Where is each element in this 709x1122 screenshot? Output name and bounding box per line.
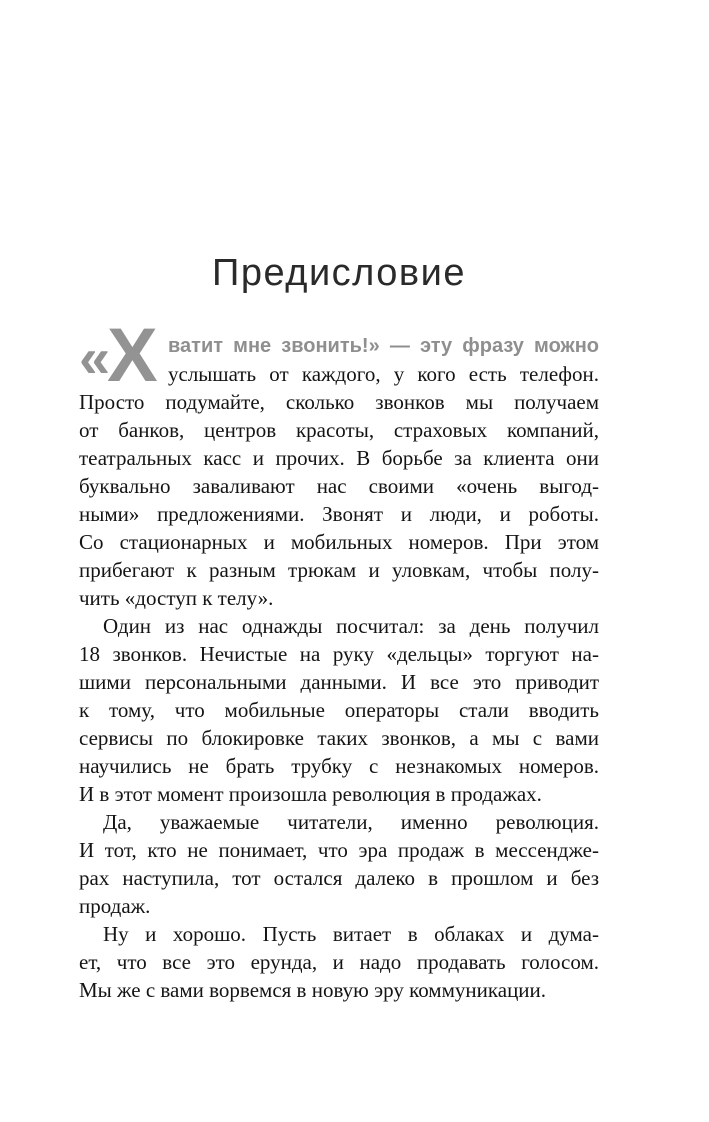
body-line: ет, что все это ерунда, и надо продавать голосом.	[79, 950, 599, 974]
body-line: Один из нас однажды посчитал: за день получил	[103, 614, 599, 638]
body-line: рах наступила, тот остался далеко в прошлом и без	[79, 866, 599, 890]
body-line: Ну и хорошо. Пусть витает в облаках и дума-	[103, 922, 599, 946]
paragraph-3	[79, 808, 599, 920]
body-line: услышать от каждого, у кого есть телефон.	[168, 362, 599, 386]
body-line: научились не брать трубку с незнакомых номеров.	[79, 754, 599, 778]
body-line: сервисы по блокировке таких звонков, а мы с вами	[79, 726, 599, 750]
body-line: Мы же с вами ворвемся в новую эру коммуникации.	[79, 978, 547, 1002]
paragraph-4	[79, 920, 599, 1004]
body-line: 18 звонков. Нечистые на руку «дельцы» торгуют на-	[79, 642, 599, 666]
chapter-title: Предисловие	[212, 252, 466, 294]
body-line: шими персональными данными. И все это приводит	[79, 670, 599, 694]
paragraph-2	[79, 612, 599, 808]
body-line: продаж.	[79, 894, 151, 918]
body-line: Со стационарных и мобильных номеров. При этом	[79, 530, 599, 554]
dropcap	[79, 313, 168, 398]
body-line: ными» предложениями. Звонят и люди, и роботы.	[79, 502, 599, 526]
lead-line: ватит мне звонить!» — эту фразу можно	[168, 335, 599, 357]
body-text	[79, 313, 599, 1004]
paragraph-1	[79, 313, 599, 612]
body-line: Просто подумайте, сколько звонков мы получаем	[79, 390, 599, 414]
body-line: И в этот момент произошла революция в продажах.	[79, 782, 542, 806]
body-line: чить «доступ к телу».	[79, 586, 274, 610]
body-line: театральных касс и прочих. В борьбе за клиента они	[79, 446, 599, 470]
dropcap-letter: Х	[107, 313, 158, 398]
dropcap-quote: «	[79, 326, 111, 389]
body-line: к тому, что мобильные операторы стали вводить	[79, 698, 599, 722]
body-line: Да, уважаемые читатели, именно революция.	[103, 810, 599, 834]
body-line: прибегают к разным трюкам и уловкам, чтобы полу-	[79, 558, 599, 582]
body-line: от банков, центров красоты, страховых компаний,	[79, 418, 599, 442]
body-line: буквально заваливают нас своими «очень выгод-	[79, 474, 599, 498]
body-line: И тот, кто не понимает, что эра продаж в мессендже-	[79, 838, 599, 862]
